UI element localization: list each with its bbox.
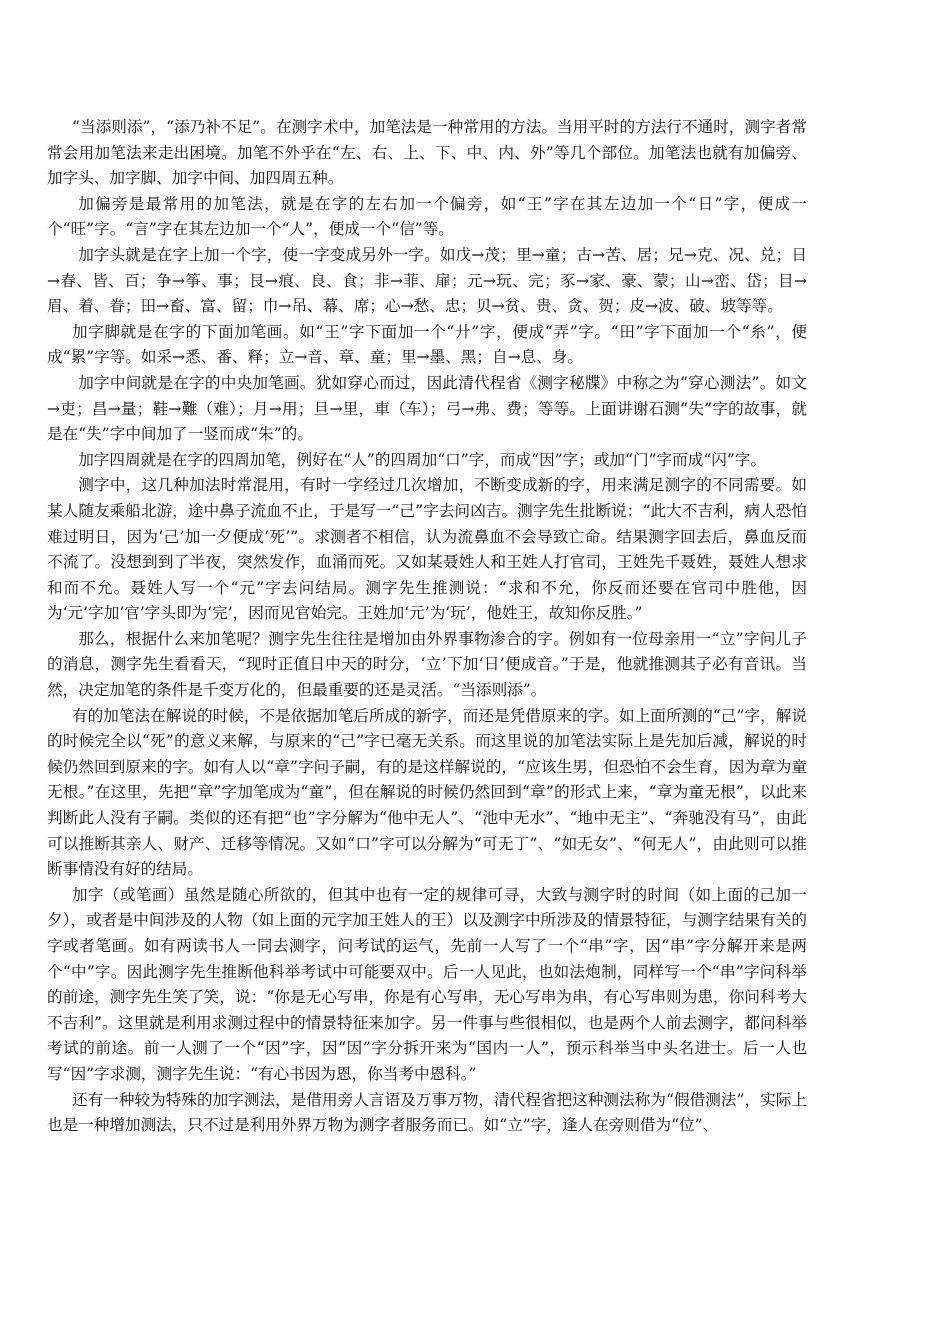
- paragraph-1: “当添则添”，“添乃补不足”。在测字术中，加笔法是一种常用的方法。当用平时的方法行不通时，测字者常常会用加笔法来走出困境。加笔不外乎在“左、右、上、下、中、内、外”等几个部位。加笔法也就有加偏旁、加字头、加字脚、加字中间、加四周五种。: [47, 118, 807, 188]
- paragraph-5: 加字中间就是在字的中央加笔画。犹如穿心而过，因此清代程省《测字秘牒》中称之为“穿心测法”。如文→吏；昌→量；鞋→難（难）；月→用；旦→里，車（车）；弓→弗、费；等等。上面讲谢石测“失”字的故事，就是在“失”字中间加了一竖而成“朱”的。: [47, 373, 807, 444]
- paragraph-10: 加字（或笔画）虽然是随心所欲的，但其中也有一定的规律可寻，大致与测字时的时间（如上面的己加一夕），或者是中间涉及的人物（如上面的元字加王姓人的王）以及测字中所涉及的情景特征，与测字结果有关的字或者笔画。如有两读书人一同去测字，问考试的运气，先前一人写了一个“串”字，因“串”字分解开来是两个“中”字。因此测字先生推断他科举考试中可能要双中。后一人见此，也如法炮制，同样写一个“串”字问科举的前途，测字先生笑了笑，说：“你是无心写串，你是有心写串，无心写串为串，有心写串则为患，你问科考大不吉利”。这里就是利用求测过程中的情景特征来加字。另一件事与些很相似，也是两个人前去测字，都问科举考试的前途。前一人测了一个“因”字，因“因”字分拆开来为“国内一人”，预示科举当中头名进士。后一人也写“因”字求测，测字先生说：“有心书因为恩，你当考中恩科。”: [47, 885, 807, 1083]
- paragraph-7: 测字中，这几种加法时常混用，有时一字经过几次增加，不断变成新的字，用来满足测字的不同需要。如某人随友乘船北游，途中鼻子流血不止，于是写一“己”字去问凶吉。测字先生批断说：“此大不吉利，病人恐怕难过明日，因为‘己’加一夕便成‘死’”。求测者不相信，认为流鼻血不会导致亡命。结果测字回去后，鼻血反而不流了。没想到到了半夜，突然发作，血涌而死。又如某聂姓人和王姓人打官司，王姓先千聂姓，聂姓人想求和而不允。聂姓人写一个“元”字去问结局。测字先生推测说：“求和不允，你反而还要在官司中胜他，因为‘元’字加‘官’字头即为‘完’，因而见官始完。王姓加‘元’为‘玩’，他姓王，故知你反胜。”: [47, 476, 807, 623]
- paragraph-8: 那么，根据什么来加笔呢？测字先生往往是增加由外界事物渗合的字。例如有一位母亲用一“立”字问儿子的消息，测字先生看看天，“现时正值日中天的时分，‘立’下加‘日’便成音。”于是，他就推测其子必有音讯。当然，决定加笔的条件是千变万化的，但最重要的还是灵活。“当添则添”。: [47, 629, 807, 700]
- paragraph-11: 还有一种较为特殊的加字测法，是借用旁人言语及万事万物，清代程省把这种测法称为“假借测法”，实际上也是一种增加测法，只不过是利用外界万物为测字者服务而已。如“立”字，逢人在旁则借为“位”、: [47, 1090, 807, 1135]
- paragraph-4: 加字脚就是在字的下面加笔画。如“王”字下面加一个“廾”字，便成“弄”字。“田”字下面加一个“糸”，便成“累”字等。如采→悉、番、释；立→音、章、童；里→墨、黑；自→息、身。: [47, 322, 807, 367]
- paragraph-6: 加字四周就是在字的四周加笔，例好在“人”的四周加“口”字，而成“因”字；或加“门”字而成“闪”字。: [78, 450, 767, 469]
- paragraph-9: 有的加笔法在解说的时候，不是依据加笔后所成的新字，而还是凭借原来的字。如上面所测的“己”字，解说的时候完全以“死”的意义来解，与原来的“己”字已毫无关系。而这里说的加笔法实际上是先加后减，解说的时候仍然回到原来的字。如有人以“章”字问子嗣，有的是这样解说的，“应该生男，但恐怕不会生育，因为章为童无根。”在这里，先把“章”字加笔成为“童”，但在解说的时候仍然回到“章”的形式上来，“章为童无根”，以此来判断此人没有子嗣。类似的还有把“也”字分解为“他中无人”、“池中无水”、“地中无主”、“奔驰没有马”，由此可以推断其亲人、财产、迁移等情况。又如“口”字可以分解为“可无丁”、“如无女”、“何无人”，由此则可以推断事情没有好的结局。: [47, 706, 807, 879]
- document-body: [47, 115, 807, 1139]
- paragraph-2: 加偏旁是最常用的加笔法，就是在字的左右加一个偏旁，如“王”字在其左边加一个“日”字，便成一个“旺”字。“言”字在其左边加一个“人”，便成一个“信”等。: [47, 194, 807, 239]
- paragraph-3: 加字头就是在字上加一个字，使一字变成另外一字。如戊→茂；里→童；古→苦、居；兄→克、况、兑；日→春、皆、百；争→筝、事；艮→痕、良、食；非→菲、扉；元→玩、完；豕→家、豪、蒙；山→峦、岱；目→眉、着、眷；田→畜、富、留；巾→吊、幕、席；心→愁、忠；贝→贫、贵、贪、贺；皮→波、破、坡等等。: [47, 245, 807, 316]
